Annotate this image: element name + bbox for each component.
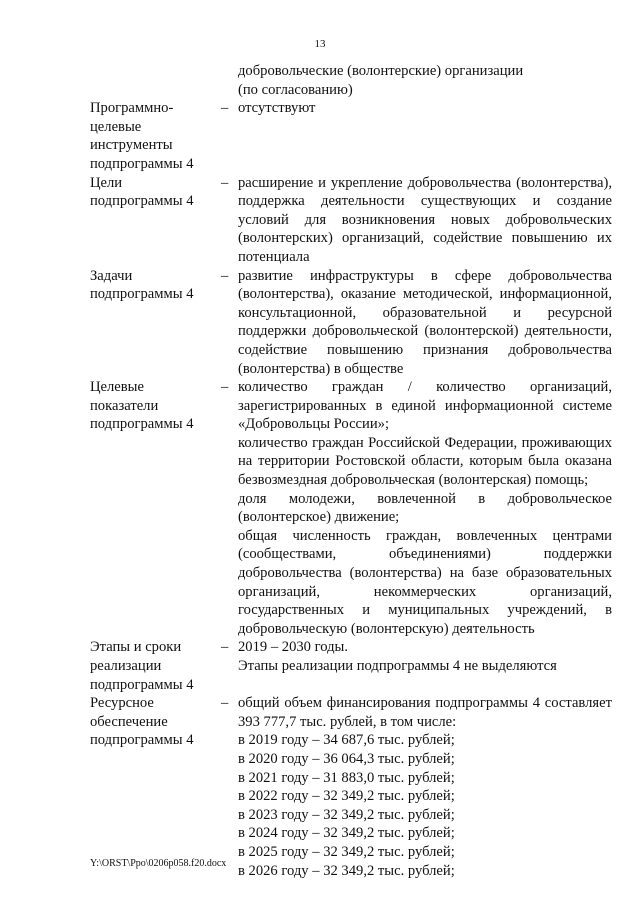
file-path-footer: Y:\ORST\Ppo\0206p058.f20.docx (90, 858, 227, 869)
row-label-line: Этапы и сроки (90, 639, 182, 656)
row-value (238, 694, 612, 880)
table-row (90, 378, 612, 638)
row-label-line: Целевые (90, 379, 144, 396)
row-label-line: Программно- (90, 100, 174, 117)
row-paragraph: в 2020 году – 36 064,3 тыс. рублей; (238, 750, 455, 767)
row-paragraph: расширение и укрепление добровольчества (волонтерства), поддержка деятельности существующих и создание условий для возникновения новых добровольческих (волонтерских) организаций, содействие повышению их потенциала (238, 174, 612, 265)
row-label-line: подпрограммы 4 (90, 732, 194, 749)
dash-separator: – (221, 639, 229, 656)
row-paragraph: количество граждан / количество организаций, зарегистрированных в единой информационной системе «Добровольцы России»; (238, 379, 612, 433)
dash-separator: – (221, 379, 229, 396)
row-label (90, 378, 221, 434)
row-label (90, 174, 221, 211)
row-paragraph: в 2023 году – 32 349,2 тыс. рублей; (238, 806, 455, 823)
row-paragraph: в 2021 году – 31 883,0 тыс. рублей; (238, 769, 455, 786)
row-label-line: целевые (90, 118, 142, 135)
row-label-line: подпрограммы 4 (90, 193, 194, 210)
row-paragraph: в 2025 году – 32 349,2 тыс. рублей; (238, 843, 455, 860)
passport-table (90, 62, 612, 880)
row-value (238, 638, 612, 675)
continuation-row (90, 62, 612, 99)
row-label-line: Задачи (90, 267, 133, 284)
continuation-text: добровольческие (волонтерские) организации (238, 63, 524, 79)
dash-separator: – (221, 174, 229, 191)
row-paragraph: в 2024 году – 32 349,2 тыс. рублей; (238, 825, 455, 842)
row-label (90, 638, 221, 694)
row-label-line: Ресурсное (90, 695, 154, 712)
row-label-line: показатели (90, 397, 159, 414)
dash-separator: – (221, 267, 229, 284)
row-value (238, 99, 612, 118)
row-value (238, 267, 612, 379)
row-paragraph: Этапы реализации подпрограммы 4 не выделяются (238, 658, 557, 674)
row-paragraph: отсутствуют (238, 100, 316, 117)
page-number: 13 (314, 38, 326, 50)
row-value (238, 174, 612, 267)
row-label (90, 694, 221, 750)
row-paragraph: в 2022 году – 32 349,2 тыс. рублей; (238, 788, 455, 805)
row-label-line: подпрограммы 4 (90, 416, 194, 433)
row-label (90, 267, 221, 304)
row-label-line: подпрограммы 4 (90, 286, 194, 303)
row-paragraph: доля молодежи, вовлеченной в добровольческое (волонтерское) движение; (238, 490, 612, 526)
row-paragraph: общая численность граждан, вовлеченных центрами (сообществами, объединениями) поддержки добровольчества (волонтерства) на базе образовательных организаций, некоммерческих организаций, государственных и муниципальных учреждений, в добровольческую (волонтерскую) деятельность (238, 527, 612, 637)
dash-separator: – (221, 695, 229, 712)
row-paragraph: количество граждан Российской Федерации, проживающих на территории Ростовской области, которым была оказана безвозмездная добровольческая (волонтерская) помощь; (238, 434, 612, 489)
table-row (90, 267, 612, 379)
row-label-line: обеспечение (90, 713, 168, 730)
row-label-line: инструменты (90, 137, 173, 154)
row-label-line: подпрограммы 4 (90, 676, 194, 693)
row-value (238, 378, 612, 638)
row-paragraph: общий объем финансирования подпрограммы 4 составляет 393 777,7 тыс. рублей, в том числе: (238, 695, 612, 730)
row-label (90, 99, 221, 173)
table-row (90, 174, 612, 267)
passport-rows (90, 99, 612, 880)
table-row (90, 638, 612, 694)
table-row (90, 99, 612, 173)
dash-separator: – (221, 100, 229, 117)
row-paragraph: 2019 – 2030 годы. (238, 639, 348, 656)
row-label-line: подпрограммы 4 (90, 155, 194, 172)
row-paragraph: в 2019 году – 34 687,6 тыс. рублей; (238, 732, 455, 749)
row-paragraph: развитие инфраструктуры в сфере добровольчества (волонтерства), оказание методической, информационной, консультационной, образовательной и ресурсной поддержки добровольческой (волонтерской) деятельности, содействие повышению признания добровольчества (волонтерства) в обществе (238, 267, 612, 377)
row-label-line: Цели (90, 174, 123, 191)
table-row (90, 694, 612, 880)
row-paragraph: в 2026 году – 32 349,2 тыс. рублей; (238, 862, 455, 879)
continuation-note: (по согласованию) (238, 81, 353, 98)
row-label-line: реализации (90, 658, 162, 674)
